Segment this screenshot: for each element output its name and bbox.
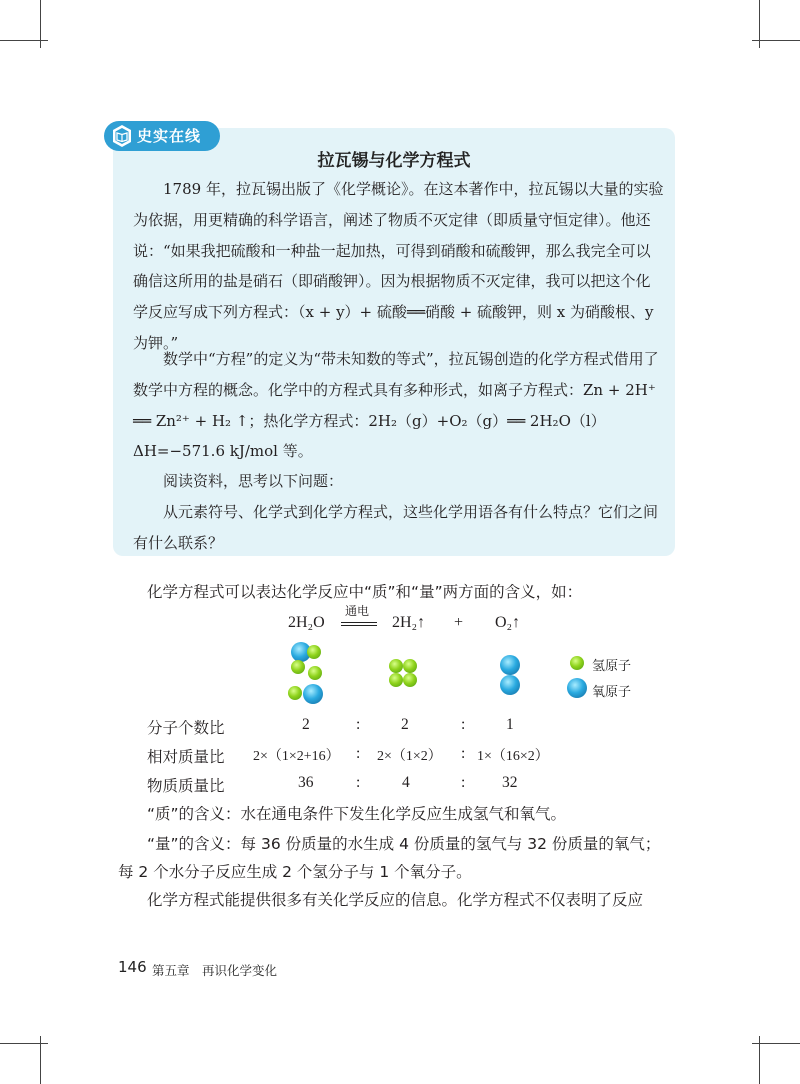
quality-meaning: “质”的含义：水在通电条件下发生化学反应生成氢气和氧气。 bbox=[147, 805, 567, 823]
hydrogen-legend-label: 氢原子 bbox=[592, 659, 632, 674]
row-label: 物质质量比 bbox=[147, 777, 225, 795]
crop-mark bbox=[752, 1043, 800, 1044]
quantity-meaning-line-1: “量”的含义：每 36 份质量的水生成 4 份质量的氢气与 32 份质量的氧气； bbox=[147, 835, 661, 853]
crop-mark bbox=[0, 1043, 48, 1044]
sidebar-paragraph-1: 1789 年，拉瓦锡出版了《化学概论》。在这本著作中，拉瓦锡以大量的实验为依据，用更精确的科学语言，阐述了物质不灭定律（即质量守恒定律）。他还说：“如果我把硫酸和一种盐一起加热，可得到硝酸和硫酸钾，那么我完全可以确信这所用的盐是硝石（即硝酸钾）。因为根据物质不灭定律，我可以把这个化学反应写成下列方程式：（x + y）+ 硫酸══硝酸 + 硫酸钾，则 x 为硝酸根、y 为钾。” bbox=[133, 180, 664, 352]
separator: : bbox=[356, 745, 361, 762]
hydrogen-legend-icon bbox=[570, 656, 584, 670]
equation-equals bbox=[341, 622, 377, 626]
oxygen-legend-icon bbox=[567, 678, 587, 698]
cell-b: 2 bbox=[401, 716, 409, 733]
separator: : bbox=[461, 745, 466, 762]
badge-label: 史实在线 bbox=[137, 127, 202, 145]
sidebar-paragraph-3: 阅读资料，思考以下问题： bbox=[163, 472, 344, 490]
equation-condition: 通电 bbox=[345, 604, 370, 618]
separator: : bbox=[461, 716, 466, 733]
intro-text: 化学方程式可以表达化学反应中“质”和“量”两方面的含义，如： bbox=[147, 583, 583, 601]
sidebar-title: 拉瓦锡与化学方程式 bbox=[317, 151, 471, 171]
sidebar-paragraph-2: 数学中“方程”的定义为“带未知数的等式”，拉瓦锡创造的化学方程式借用了数学中方程的概念。化学中的方程式具有多种形式，如离子方程式：Zn + 2H⁺ ══ Zn²⁺ + H₂ ↑；热化学方程式：2H₂（g）+O₂（g）══ 2H₂O（l）ΔH=−571.6 kJ/mol 等。 bbox=[133, 350, 659, 461]
oxygen-legend-label: 氧原子 bbox=[592, 685, 632, 700]
equation-product-hydrogen: 2H₂↑ bbox=[392, 614, 426, 631]
separator: : bbox=[356, 716, 361, 733]
cell-c: 1 bbox=[506, 716, 514, 733]
sidebar-paragraph-4: 从元素符号、化学式到化学方程式，这些化学用语各有什么特点？它们之间有什么联系？ bbox=[133, 503, 659, 552]
cell-c: 32 bbox=[502, 774, 518, 791]
crop-mark bbox=[0, 40, 48, 41]
separator: : bbox=[356, 774, 361, 791]
closing-paragraph: 化学方程式能提供很多有关化学反应的信息。化学方程式不仅表明了反应 bbox=[147, 891, 644, 909]
equation-product-oxygen: O₂↑ bbox=[495, 614, 521, 631]
equation-reactant: 2H₂O bbox=[288, 614, 325, 631]
cell-a: 36 bbox=[298, 774, 314, 791]
cell-a: 2×（1×2+16） bbox=[253, 749, 340, 764]
quantity-meaning-line-2: 每 2 个水分子反应生成 2 个氢分子与 1 个氧分子。 bbox=[118, 863, 472, 881]
cell-a: 2 bbox=[302, 716, 310, 733]
row-label: 分子个数比 bbox=[147, 719, 225, 737]
page-number: 146 bbox=[118, 958, 147, 976]
book-icon bbox=[110, 124, 134, 148]
equation-plus: + bbox=[454, 614, 464, 631]
row-label: 相对质量比 bbox=[147, 748, 225, 766]
separator: : bbox=[461, 774, 466, 791]
cell-c: 1×（16×2） bbox=[477, 749, 549, 764]
crop-mark bbox=[752, 40, 800, 41]
chapter-title: 第五章 再识化学变化 bbox=[152, 963, 278, 978]
cell-b: 4 bbox=[402, 774, 410, 791]
cell-b: 2×（1×2） bbox=[377, 749, 442, 764]
